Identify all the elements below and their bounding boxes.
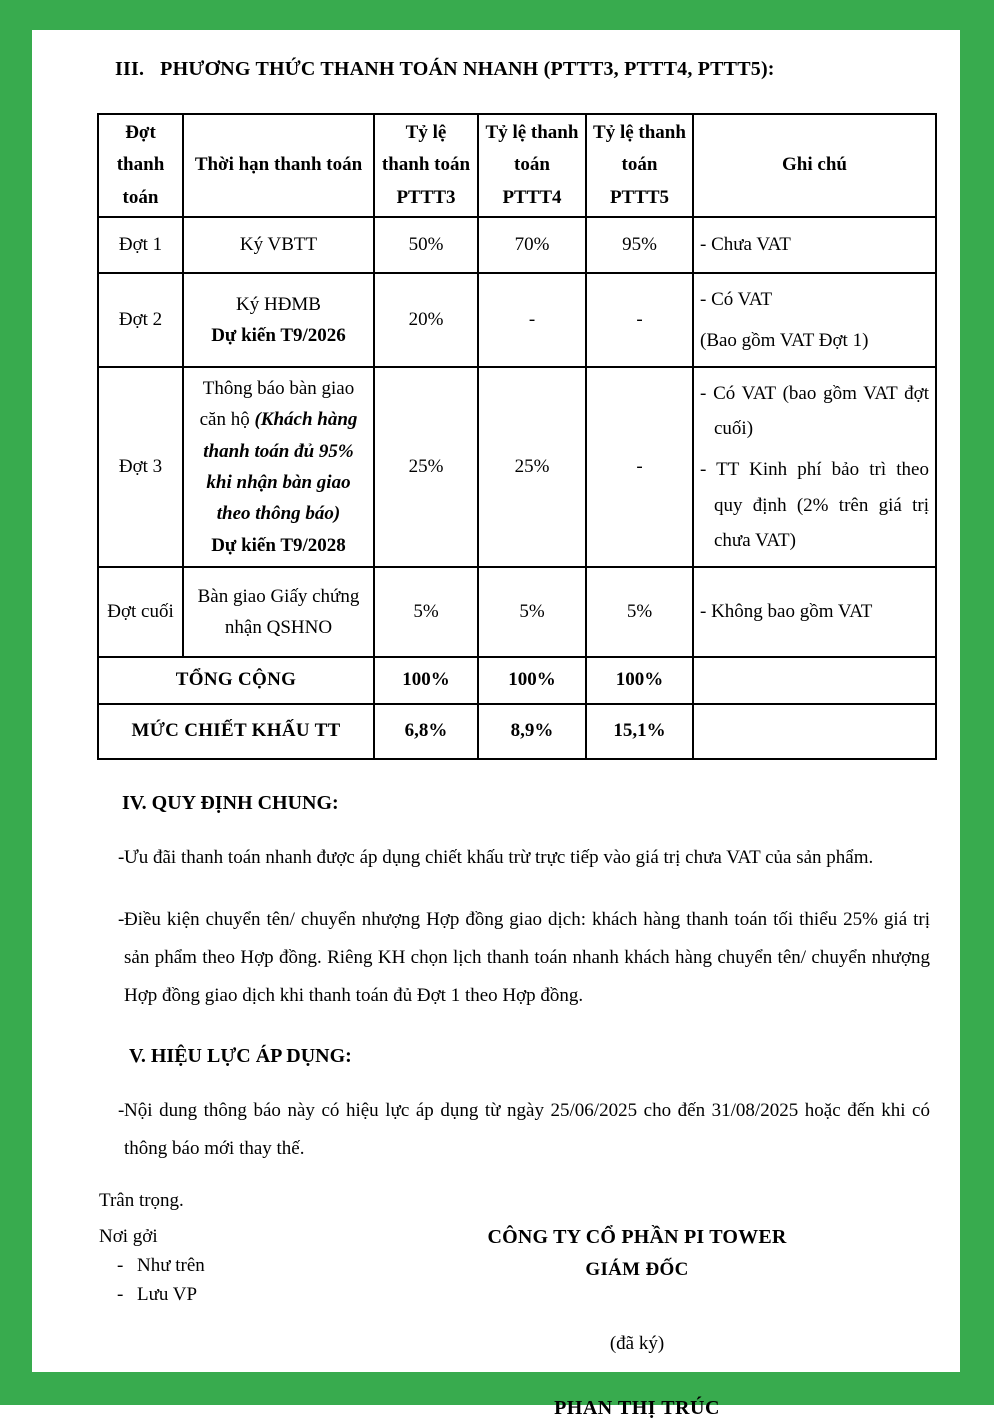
- cell-pttt3: 5%: [374, 567, 478, 657]
- total-pttt3: 100%: [374, 657, 478, 704]
- discount-pttt5: 15,1%: [586, 704, 693, 759]
- cell-term: [183, 367, 374, 567]
- discount-pttt3: 6,8%: [374, 704, 478, 759]
- bullet-dash: -: [118, 1099, 125, 1121]
- total-notes-empty: [693, 657, 936, 704]
- note-line: - Chưa VAT: [700, 234, 791, 256]
- header-notes: Ghi chú: [693, 114, 936, 217]
- cell-notes: [693, 217, 936, 273]
- bullet-item: [97, 1092, 930, 1168]
- table-row: [98, 567, 936, 657]
- note-line: - TT Kinh phí bảo trì theo quy định (2% trên giá trị chưa VAT): [700, 459, 929, 551]
- recipient-text: Như trên: [137, 1254, 205, 1276]
- total-label: TỔNG CỘNG: [98, 657, 374, 704]
- term-line: Ký HĐMB: [236, 293, 321, 315]
- recipient-dash: -: [117, 1254, 124, 1276]
- cell-pttt5: 95%: [586, 217, 693, 273]
- cell-pttt4: 25%: [478, 367, 586, 567]
- header-pttt4: Tỷ lệ thanh toán PTTT4: [478, 114, 586, 217]
- term-intro: Thông báo bàn giao căn hộ: [199, 377, 355, 431]
- cell-period: Đợt 2: [98, 273, 183, 367]
- cell-notes: [693, 567, 936, 657]
- bullet-item: [97, 839, 930, 877]
- director-title: GIÁM ĐỐC: [585, 1258, 689, 1280]
- table-row: [98, 273, 936, 367]
- signature-block: [407, 1226, 867, 1420]
- section-iv-heading: IV. QUY ĐỊNH CHUNG:: [122, 791, 339, 814]
- total-pttt5: 100%: [586, 657, 693, 704]
- recipient-dash: -: [117, 1283, 124, 1305]
- table-row: [98, 217, 936, 273]
- section-v-heading: V. HIỆU LỰC ÁP DỤNG:: [129, 1044, 352, 1067]
- term-deadline: Dự kiến T9/2028: [211, 534, 346, 556]
- cell-term: Bàn giao Giấy chứng nhận QSHNO: [183, 567, 374, 657]
- recipients-block: [97, 1226, 397, 1420]
- section-iii-number: III.: [115, 58, 145, 80]
- table-row: [98, 367, 936, 567]
- bullet-item: [97, 901, 930, 1015]
- footer: [97, 1226, 930, 1420]
- table-header-row: [98, 114, 936, 217]
- recipients-label: Nơi gởi: [99, 1225, 158, 1247]
- cell-pttt4: 70%: [478, 217, 586, 273]
- signer-name: PHAN THỊ TRÚC: [554, 1396, 720, 1419]
- cell-pttt5: -: [586, 273, 693, 367]
- bullet-dash: -: [118, 908, 125, 930]
- cell-pttt5: -: [586, 367, 693, 567]
- company-name: CÔNG TY CỔ PHẦN PI TOWER: [487, 1225, 787, 1248]
- cell-period: Đợt 1: [98, 217, 183, 273]
- total-pttt4: 100%: [478, 657, 586, 704]
- signed-note: (đã ký): [609, 1332, 665, 1354]
- term-deadline: Dự kiến T9/2026: [211, 325, 346, 347]
- note-line: - Có VAT: [700, 288, 773, 310]
- cell-pttt5: 5%: [586, 567, 693, 657]
- cell-pttt3: 20%: [374, 273, 478, 367]
- discount-notes-empty: [693, 704, 936, 759]
- note-line: - Không bao gồm VAT: [700, 601, 873, 623]
- discount-label: MỨC CHIẾT KHẤU TT: [98, 704, 374, 759]
- cell-pttt3: 50%: [374, 217, 478, 273]
- header-term: Thời hạn thanh toán: [183, 114, 374, 217]
- bullet-text: Nội dung thông báo này có hiệu lực áp dụng từ ngày 25/06/2025 cho đến 31/08/2025 hoặc đến khi có thông báo mới thay thế.: [124, 1099, 930, 1159]
- note-line: - Có VAT (bao gồm VAT đợt cuối): [700, 383, 929, 440]
- section-iii-heading: [115, 58, 930, 81]
- cell-period: Đợt 3: [98, 367, 183, 567]
- table-total-row: [98, 657, 936, 704]
- bullet-dash: -: [118, 846, 125, 868]
- header-period: Đợt thanh toán: [98, 114, 183, 217]
- cell-notes: [693, 367, 936, 567]
- cell-pttt4: -: [478, 273, 586, 367]
- header-pttt3: Tỷ lệ thanh toán PTTT3: [374, 114, 478, 217]
- cell-term: Ký VBTT: [183, 217, 374, 273]
- bullet-text: Điều kiện chuyển tên/ chuyển nhượng Hợp đồng giao dịch: khách hàng thanh toán tối thiểu 25% giá trị sản phẩm theo Hợp đồng. Riêng KH chọn lịch thanh toán nhanh khách hàng chuyển tên/ chuyển nhượng Hợp đồng giao dịch khi thanh toán đủ Đợt 1 theo Hợp đồng.: [124, 908, 930, 1006]
- document-content: [32, 30, 960, 1420]
- closing-text: Trân trọng.: [99, 1189, 184, 1211]
- cell-term: [183, 273, 374, 367]
- recipient-item: [117, 1284, 397, 1306]
- cell-pttt3: 25%: [374, 367, 478, 567]
- bullet-text: Ưu đãi thanh toán nhanh được áp dụng chiết khấu trừ trực tiếp vào giá trị chưa VAT của sản phẩm.: [124, 846, 874, 868]
- header-pttt5: Tỷ lệ thanh toán PTTT5: [586, 114, 693, 217]
- note-line: (Bao gồm VAT Đợt 1): [700, 330, 869, 352]
- discount-pttt4: 8,9%: [478, 704, 586, 759]
- cell-pttt4: 5%: [478, 567, 586, 657]
- section-iii-title-text: PHƯƠNG THỨC THANH TOÁN NHANH (PTTT3, PTTT4, PTTT5):: [160, 58, 775, 80]
- payment-schedule-table: [97, 113, 937, 760]
- table-discount-row: [98, 704, 936, 759]
- term-condition: (Khách hàng thanh toán đủ 95% khi nhận bàn giao theo thông báo): [203, 409, 358, 525]
- cell-notes: [693, 273, 936, 367]
- recipient-text: Lưu VP: [137, 1283, 198, 1305]
- recipient-item: [117, 1255, 397, 1277]
- cell-period: Đợt cuối: [98, 567, 183, 657]
